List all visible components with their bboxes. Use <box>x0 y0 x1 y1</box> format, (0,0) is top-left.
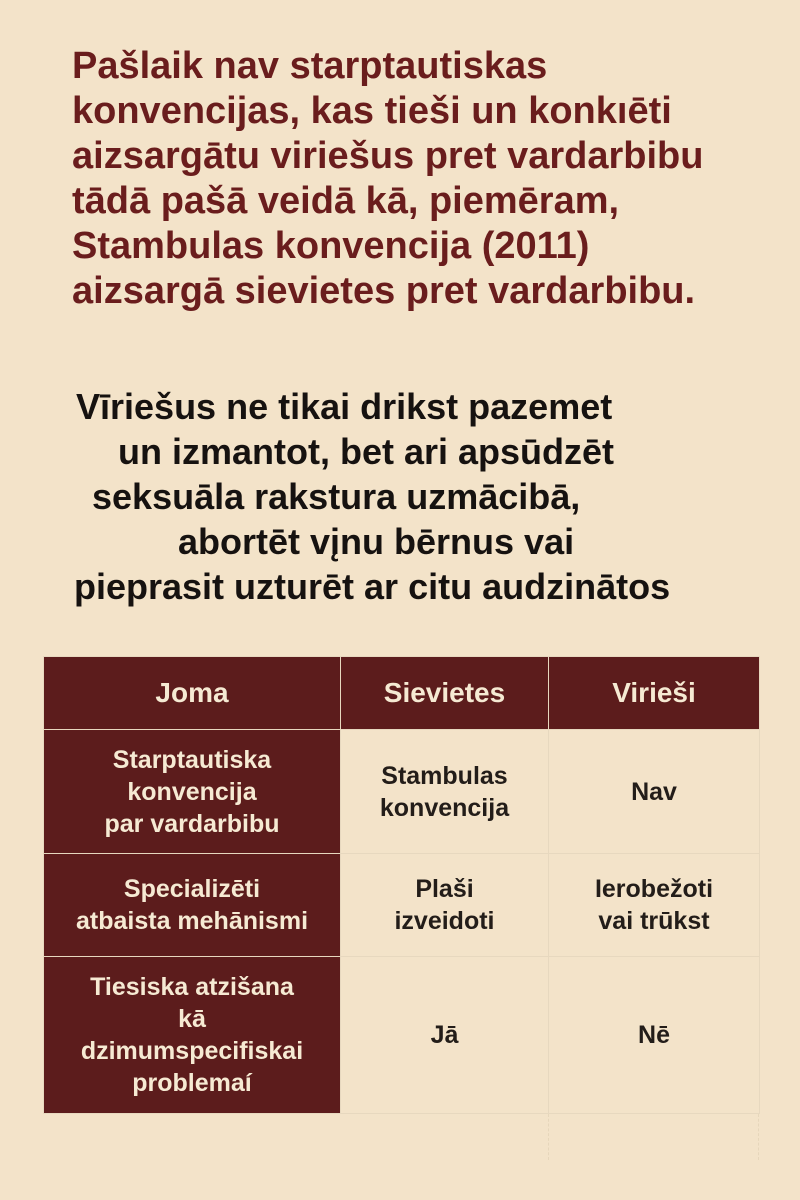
cell-men: Ierobežoti vai trūkst <box>549 854 760 957</box>
row-header: Tiesiska atzišana kā dzimumspecifiskai problemaí <box>44 957 341 1114</box>
divider <box>548 1114 549 1160</box>
row-header: Specializēti atbaista mehānismi <box>44 854 341 957</box>
cell-men: Nav <box>549 730 760 854</box>
statement-line: Vīriešus ne tikai drikst pazemet <box>76 386 613 427</box>
cell-women: Stambulas konvencija <box>341 730 549 854</box>
headline-line: tādā pašā veidā kā, piemēram, <box>72 180 620 222</box>
headline-line: Stambulas konvencija (2011) <box>72 225 590 267</box>
row-header: Starptautiska konvencija par vardarbibu <box>44 730 341 854</box>
column-header-women: Sievietes <box>341 657 549 730</box>
cell-women: Jā <box>341 957 549 1114</box>
headline-line: Pašlaik nav starptautiskas <box>72 45 548 87</box>
headline <box>72 44 792 314</box>
column-header-men: Virieši <box>549 657 760 730</box>
cell-women: Plaši izveidoti <box>341 854 549 957</box>
statement-line: pieprasit uzturēt ar citu audzinātos <box>74 566 671 607</box>
statement-line: seksuāla rakstura uzmācibā, <box>92 476 581 517</box>
column-header-area: Joma <box>44 657 341 730</box>
table-row <box>44 957 760 1114</box>
headline-line: konvencijas, kas tieši un konkıēti <box>72 90 672 132</box>
statement <box>0 384 800 609</box>
table-row <box>44 854 760 957</box>
headline-line: aizsargātu viriešus pret vardarbibu <box>72 135 704 177</box>
comparison-table <box>43 656 759 1114</box>
cell-men: Nē <box>549 957 760 1114</box>
headline-line: aizsargā sievietes pret vardarbibu. <box>72 270 696 312</box>
table-header-row <box>44 657 760 730</box>
table-row <box>44 730 760 854</box>
statement-line: abortēt vįnu bērnus vai <box>178 521 575 562</box>
statement-line: un izmantot, bet ari apsūdzēt <box>118 431 615 472</box>
divider <box>758 1114 759 1160</box>
